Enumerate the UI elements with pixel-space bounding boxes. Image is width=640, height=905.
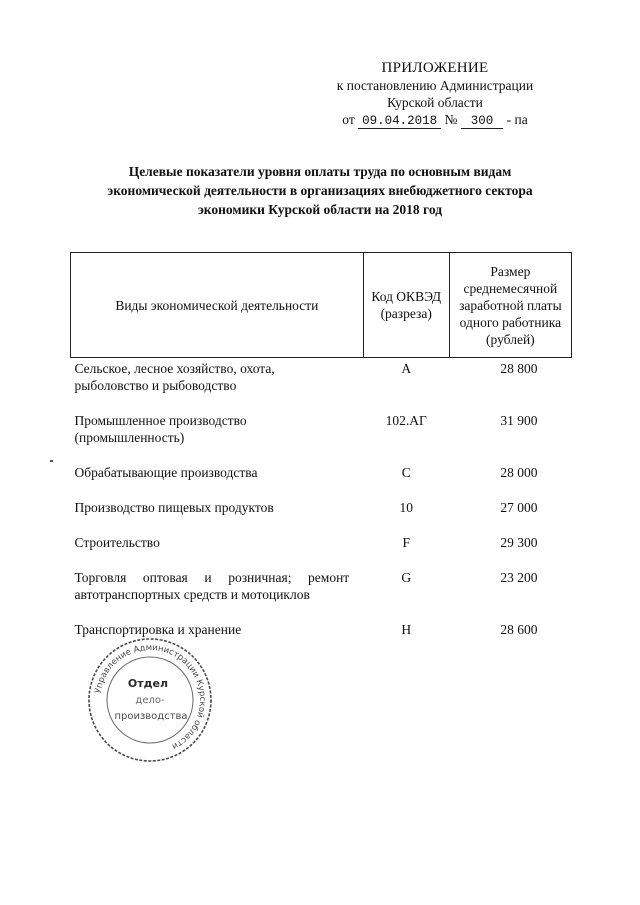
scan-speck bbox=[50, 460, 53, 462]
appendix-line-1: к постановлению Администрации bbox=[336, 78, 534, 93]
stamp-seal-graphic bbox=[85, 635, 215, 765]
header-code-text: Код ОКВЭД (разреза) bbox=[371, 289, 442, 321]
document-title bbox=[80, 162, 560, 219]
row-salary-value: 28 800 bbox=[500, 361, 538, 376]
decree-date-line bbox=[300, 111, 570, 130]
title-line-3: экономики Курской области на 2018 год bbox=[197, 202, 443, 217]
row-salary-value: 28 000 bbox=[500, 465, 538, 480]
official-stamp bbox=[85, 635, 215, 765]
row-activity-name: Промышленное производство (промышленность) bbox=[74, 413, 247, 445]
row-activity-name: Обрабатывающие производства bbox=[74, 465, 258, 480]
row-salary-value: 31 900 bbox=[500, 413, 538, 428]
row-salary-value: 27 000 bbox=[500, 500, 538, 515]
title-line-1: Целевые показатели уровня оплаты труда по основным видам bbox=[128, 164, 512, 179]
row-activity-name: Торговля оптовая и розничная; ремонт автотранспортных средств и мотоциклов bbox=[74, 570, 350, 602]
row-activity-name: Производство пищевых продуктов bbox=[74, 500, 274, 515]
stamp-center-line-2: дело- bbox=[135, 695, 165, 706]
appendix-header bbox=[300, 60, 570, 130]
row-code: 10 bbox=[399, 500, 413, 515]
stamp-ring-text: Управление Администрации Курской области bbox=[93, 642, 208, 752]
row-salary-value: 23 200 bbox=[500, 570, 538, 585]
table-header-row bbox=[71, 253, 572, 358]
salary-targets-table bbox=[70, 252, 572, 656]
number-sign: № bbox=[444, 112, 458, 127]
row-code: F bbox=[402, 535, 410, 550]
stamp-center-line-3: производства bbox=[114, 711, 188, 722]
table-row bbox=[71, 534, 572, 569]
table-row bbox=[71, 499, 572, 534]
table-row bbox=[71, 358, 572, 413]
row-code: С bbox=[401, 465, 411, 480]
header-code bbox=[363, 253, 449, 358]
row-salary-value: 29 300 bbox=[500, 535, 538, 550]
number-suffix: - па bbox=[506, 112, 528, 127]
row-activity-name: Транспортировка и хранение bbox=[74, 622, 242, 637]
row-code: А bbox=[401, 361, 412, 376]
title-line-2: экономической деятельности в организациях внебюджетного сектора bbox=[107, 183, 533, 198]
row-activity-name: Строительство bbox=[74, 535, 160, 550]
row-salary-value: 28 600 bbox=[500, 622, 538, 637]
row-code: 102.АГ bbox=[385, 413, 427, 428]
row-code: G bbox=[401, 570, 412, 585]
header-activity: Виды экономической деятельности bbox=[71, 253, 364, 358]
stamp-center-line-1: Отдел bbox=[127, 677, 169, 690]
decree-date: 09.04.2018 bbox=[358, 114, 441, 129]
table-row bbox=[71, 464, 572, 499]
table-row bbox=[71, 412, 572, 464]
appendix-line-2: Курской области bbox=[387, 95, 483, 110]
header-salary: Размер среднемесячной заработной платы одного работника (рублей) bbox=[449, 253, 571, 358]
date-prefix: от bbox=[342, 112, 355, 127]
table-row bbox=[71, 569, 572, 621]
appendix-title: ПРИЛОЖЕНИЕ bbox=[381, 60, 489, 76]
row-code: Н bbox=[401, 622, 412, 637]
decree-number: 300 bbox=[461, 114, 504, 129]
row-activity-name: Сельское, лесное хозяйство, охота, рыболовство и рыбоводство bbox=[74, 361, 275, 393]
